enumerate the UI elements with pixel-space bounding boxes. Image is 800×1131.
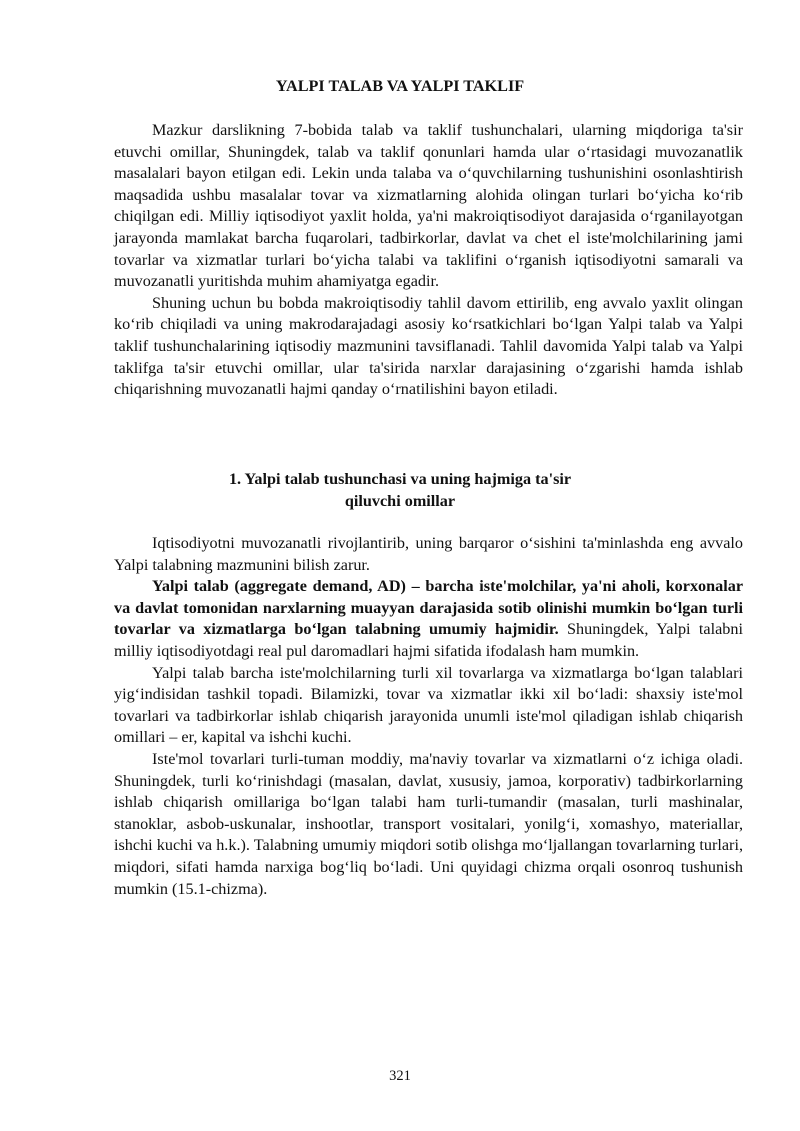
section-paragraph-4: Iste'mol tovarlari turli-tuman moddiy, ma'naviy tovarlar va xizmatlarni o‘z ichiga oladi. Shuningdek, turli ko‘rinishdagi (masalan, davlat, xususiy, jamoa, korporativ) tadbirkorlarning ishlab chiqarish omillariga bo‘lgan talabi ham turli-tumandir (masalan, turli mashinalar, stanoklar, asbob-uskunalar, inshootlar, transport vositalari, yonilg‘i, xomashyo, materiallar, ishchi kuchi va h.k.). Talabning umumiy miqdori sotib olishga mo‘ljallangan tovarlarning turlari, miqdori, sifati hamda narxiga bog‘liq bo‘ladi. Uni quyidagi chizma orqali osonroq tushunish mumkin (15.1-chizma). [114,749,743,898]
page-number: 321 [389,1068,411,1084]
definition-paragraph [114,576,743,662]
intro-paragraph-2: Shuning uchun bu bobda makroiqtisodiy tahlil davom ettirilib, eng avvalo yaxlit olingan ko‘rib chiqiladi va uning makrodarajadagi asosiy ko‘rsatkichlari bo‘lgan Yalpi talab va Yalpi taklif tushunchalarining iqtisodiy mazmunini tavsiflanadi. Tahlil davomida Yalpi talab va Yalpi taklifga ta'sir etuvchi omillar, ular ta'sirida narxlar darajasining o‘zgarishi hamda ishlab chiqarishning muvozanatli hajmi qanday o‘rnatilishini bayon etiladi. [114,293,743,399]
section-body [114,533,743,900]
section-title [0,468,800,512]
intro-paragraph-1: Mazkur darslikning 7-bobida talab va taklif tushunchalari, ularning miqdoriga ta'sir etuvchi omillar, Shuningdek, talab va taklif qonunlari hamda ular o‘rtasidagi muvozanatlik masalalari bayon etilgan edi. Lekin unda talaba va o‘quvchilarning tushunishini osonlashtirish maqsadida ushbu masalalar tovar va xizmatlarning alohida olingan turlari bo‘yicha ko‘rib chiqilgan edi. Milliy iqtisodiyot yaxlit holda, ya'ni makroiqtisodiyot darajasida o‘rganilayotgan jarayonda mamlakat barcha fuqarolari, tadbirkorlar, davlat va chet el iste'molchilarining jami tovarlar va xizmatlar turlari bo‘yicha talabi va taklifini o‘rganish iqtisodiyotni samarali va muvozanatli yuritishda muhim ahamiyatga egadir. [114,121,743,291]
page-title: YALPI TALAB VA YALPI TAKLIF [275,77,525,95]
section-paragraph-3: Yalpi talab barcha iste'molchilarning turli xil tovarlarga va xizmatlarga bo‘lgan talablari yig‘indisidan tashkil topadi. Bilamizki, tovar va xizmatlar ikki xil bo‘ladi: shaxsiy iste'mol tovarlari va tadbirkorlar ishlab chiqarish jarayonida unumli iste'mol qiladigan ishlab chiqarish omillari – er, kapital va ishchi kuchi. [114,663,743,747]
section-paragraph-1: Iqtisodiyotni muvozanatli rivojlantirib, uning barqaror o‘sishini ta'minlashda eng avvalo Yalpi talabning mazmunini bilish zarur. [114,534,743,574]
definition-rest-text: Shuningdek, Yalpi talabni milliy iqtisodiyotdagi real pul daromadlari hajmi sifatida ifodalash ham mumkin. [114,620,743,660]
definition-bold-text: Yalpi talab (aggregate demand, AD) – barcha iste'molchilar, ya'ni aholi, korxonalar va davlat tomonidan narxlarning muayyan darajasida sotib olinishi mumkin bo‘lgan turli tovarlar va xizmatlarga bo‘lgan talabning umumiy hajmidir. [114,577,743,639]
section-title-line-2: qiluvchi omillar [344,492,456,510]
section-title-line-1: 1. Yalpi talab tushunchasi va uning hajmiga ta'sir [228,470,572,488]
intro-block [114,120,743,401]
